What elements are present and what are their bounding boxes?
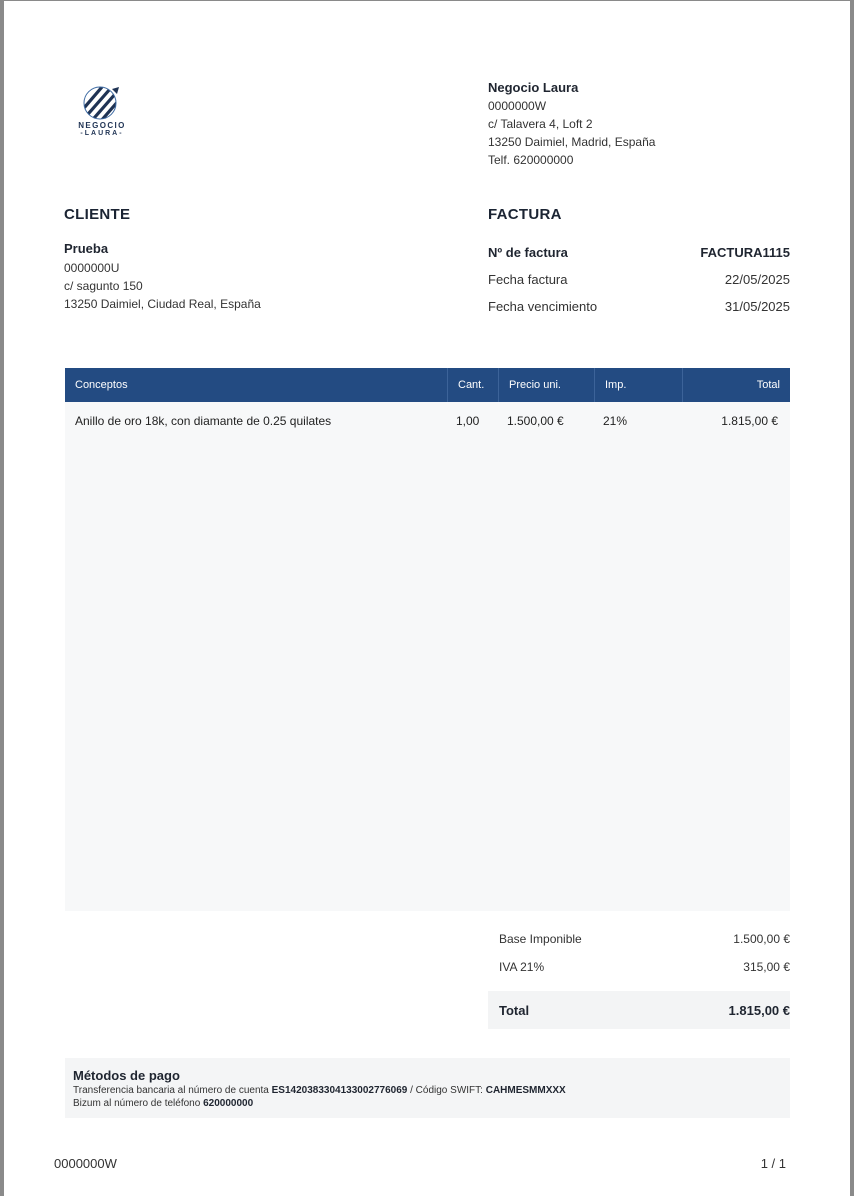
payment-transfer — [73, 1084, 782, 1097]
header-unit-price: Precio uni. — [499, 368, 595, 402]
base-row — [488, 925, 790, 953]
client-name: Prueba — [64, 241, 109, 256]
invoice-due-row — [488, 293, 790, 320]
invoice-meta — [488, 239, 790, 320]
bizum-phone: 620000000 — [203, 1098, 254, 1109]
invoice-number-label: Nº de factura — [488, 245, 568, 260]
header-total: Total — [756, 379, 780, 391]
invoice-page — [4, 1, 850, 1196]
invoice-date-label: Fecha factura — [488, 272, 568, 287]
client-address: c/ sagunto 150 — [64, 279, 143, 293]
total-label: Total — [499, 1002, 530, 1018]
seller-address: c/ Talavera 4, Loft 2 — [488, 117, 593, 131]
logo-globe-icon — [72, 85, 132, 121]
invoice-number-row — [488, 239, 790, 266]
row-qty: 1,00 — [456, 414, 480, 428]
table-row — [65, 402, 790, 440]
iban: ES1420383304133002776069 — [271, 1085, 408, 1096]
row-tax: 21% — [603, 414, 628, 428]
invoice-number: FACTURA1115 — [700, 245, 790, 260]
client-city: 13250 Daimiel, Ciudad Real, España — [64, 297, 261, 311]
logo-subtext: -LAURA- — [80, 130, 124, 137]
page-number: 1 / 1 — [760, 1156, 786, 1171]
items-table-header — [65, 368, 790, 402]
header-tax: Imp. — [595, 368, 683, 402]
invoice-date: 22/05/2025 — [724, 272, 790, 287]
company-logo — [72, 85, 132, 141]
transfer-prefix: Transferencia bancaria al número de cuenta — [73, 1085, 269, 1096]
header-concepts: Conceptos — [65, 368, 448, 402]
seller-city: 13250 Daimiel, Madrid, España — [488, 135, 656, 149]
seller-info — [488, 79, 655, 169]
row-unit-price: 1.500,00 € — [507, 414, 564, 428]
seller-phone: Telf. 620000000 — [488, 153, 574, 167]
swift-code: CAHMESMMXXX — [485, 1085, 566, 1096]
seller-name: Negocio Laura — [488, 80, 579, 95]
iva-value: 315,00 € — [743, 960, 790, 974]
client-info — [64, 239, 261, 313]
payment-methods — [65, 1058, 790, 1118]
row-total: 1.815,00 € — [721, 414, 778, 428]
total-value: 1.815,00 € — [728, 1002, 790, 1018]
header-qty: Cant. — [448, 368, 499, 402]
invoice-due-label: Fecha vencimiento — [488, 299, 598, 314]
invoice-due: 31/05/2025 — [724, 299, 790, 314]
swift-label: / Código SWIFT: — [410, 1085, 483, 1096]
invoice-section-title: FACTURA — [488, 206, 562, 223]
client-section-title: CLIENTE — [64, 206, 131, 223]
logo-text: NEGOCIO — [78, 121, 126, 130]
bizum-prefix: Bizum al número de teléfono — [73, 1098, 201, 1109]
base-value: 1.500,00 € — [733, 932, 790, 946]
invoice-date-row — [488, 266, 790, 293]
row-concept: Anillo de oro 18k, con diamante de 0.25 quilates — [75, 414, 332, 428]
payment-bizum — [73, 1097, 782, 1110]
seller-tax-id: 0000000W — [488, 99, 547, 113]
payment-title: Métodos de pago — [73, 1068, 180, 1083]
items-table — [65, 368, 790, 911]
iva-row — [488, 953, 790, 981]
footer-tax-id: 0000000W — [54, 1156, 117, 1171]
client-tax-id: 0000000U — [64, 261, 120, 275]
grand-total-row — [488, 991, 790, 1029]
totals-block — [488, 925, 790, 1029]
base-label: Base Imponible — [499, 932, 582, 946]
iva-label: IVA 21% — [499, 960, 545, 974]
